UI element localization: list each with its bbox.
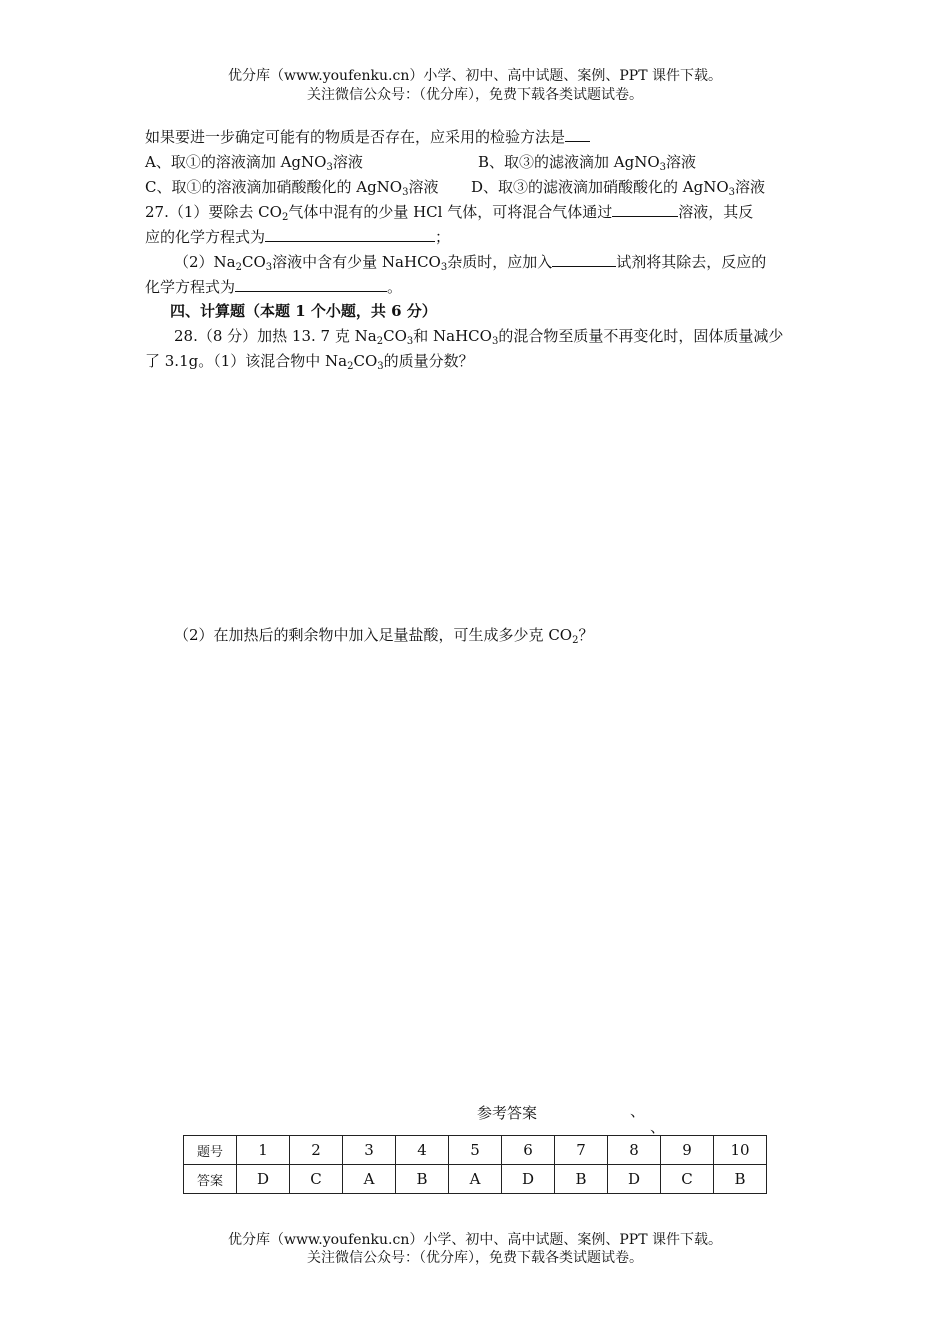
q26-prompt [145, 124, 590, 150]
q27-equation2-blank [235, 274, 387, 292]
q28-part2: （2）在加热后的剩余物中加入足量盐酸，可生成多少克 $CO_2$？ [174, 626, 594, 646]
answer-value: B [555, 1165, 608, 1194]
question-number-label: 题号 [184, 1136, 237, 1165]
answer-value: C [290, 1165, 343, 1194]
answer-table-number-row [184, 1136, 767, 1165]
q27-reagent-blank [612, 199, 678, 217]
section-4-title: 四、计算题（本题 1 个小题，共 6 分） [170, 302, 437, 320]
q27-equation1-blank [265, 224, 435, 242]
question-number: 4 [396, 1136, 449, 1165]
question-number: 2 [290, 1136, 343, 1165]
answer-value: D [608, 1165, 661, 1194]
q26-option-d: D、取③的滤液滴加硝酸酸化的 AgNO$_3$溶液 [471, 178, 766, 198]
q27-part1-line1: 27.（1）要除去 $CO_2$气体中混有的少量 HCl 气体，可将混合气体通过 溶液，其反 [145, 199, 753, 225]
header-line-2: 关注微信公众号：（优分库），免费下载各类试题试卷。 [307, 87, 643, 103]
q26-answer-blank [565, 124, 590, 142]
q27-reagent2-blank [552, 249, 616, 267]
answer-value: A [449, 1165, 502, 1194]
answer-label: 答案 [184, 1165, 237, 1194]
question-number: 3 [343, 1136, 396, 1165]
answer-value: B [396, 1165, 449, 1194]
q27-part2-line1: $(2)Na_2CO_3$溶液中含有少量 NaHCO$_3$杂质时，应加入 试剂将其除去，反应的 [174, 249, 766, 275]
q27-part1-line2: 应的化学方程式为 ； [145, 224, 450, 250]
answer-table-answer-row [184, 1165, 767, 1194]
footer-line-1: 优分库（www.youfenku.cn）小学、初中、高中试题、案例、PPT 课件下载。 [227, 1232, 722, 1248]
q28-line2: 了 3.1g。（1）该混合物中 $Na_2CO_3$的质量分数？ [145, 352, 474, 372]
q26-option-a: A、取①的溶液滴加 AgNO$_3$溶液 [145, 153, 363, 173]
question-number: 9 [661, 1136, 714, 1165]
question-number: 7 [555, 1136, 608, 1165]
question-number: 8 [608, 1136, 661, 1165]
answer-value: B [714, 1165, 767, 1194]
answer-value: A [343, 1165, 396, 1194]
answer-value: D [237, 1165, 290, 1194]
answer-value: C [661, 1165, 714, 1194]
q26-prompt-text: 如果要进一步确定可能有的物质是否存在，应采用的检验方法是 [145, 128, 566, 146]
q26-option-c: C、取①的溶液滴加硝酸酸化的 AgNO$_3$溶液 [145, 178, 439, 198]
stray-mark-1: 、 [630, 1102, 646, 1120]
q26-option-b: B、取③的滤液滴加 AgNO$_3$溶液 [478, 153, 697, 173]
footer-line-2: 关注微信公众号：（优分库），免费下载各类试题试卷。 [307, 1250, 643, 1266]
header-line-1: 优分库（www.youfenku.cn）小学、初中、高中试题、案例、PPT 课件下载。 [227, 68, 722, 84]
answer-table [183, 1135, 767, 1194]
question-number: 6 [502, 1136, 555, 1165]
question-number: 5 [449, 1136, 502, 1165]
question-number: 1 [237, 1136, 290, 1165]
question-number: 10 [714, 1136, 767, 1165]
answer-key-title: 参考答案 [477, 1104, 538, 1122]
answer-value: D [502, 1165, 555, 1194]
q28-line1: 28.（8 分）加热 13. 7 克 $Na_2CO_3$和 NaHCO$_3$的混合物至质量不再变化时，固体质量减少 [174, 327, 784, 347]
q27-part2-line2: 化学方程式为 。 [145, 274, 402, 300]
stray-mark-2: 、 [650, 1118, 666, 1136]
